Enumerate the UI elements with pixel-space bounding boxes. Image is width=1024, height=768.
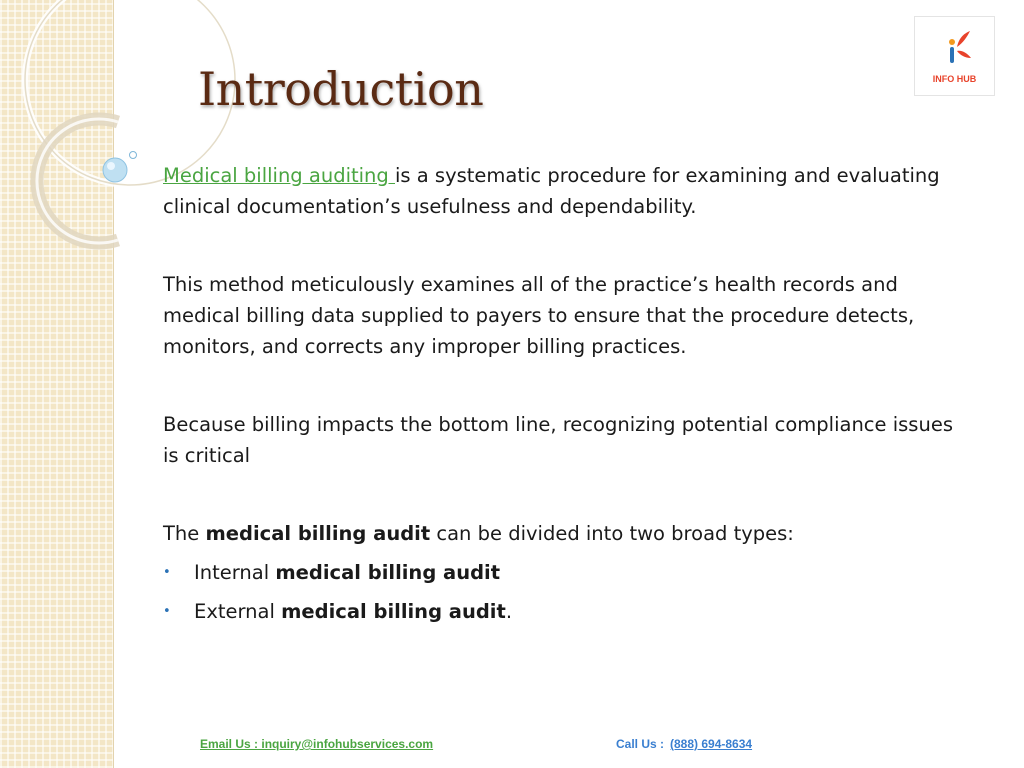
- bullet-bold: medical billing audit: [275, 561, 501, 584]
- bullet-icon: •: [163, 565, 171, 580]
- paragraph-definition: [163, 160, 963, 222]
- list-item-internal: [163, 557, 963, 588]
- paragraph-compliance: Because billing impacts the bottom line, recognizing potential compliance issues is critical: [163, 413, 953, 467]
- types-intro-pre: The: [163, 522, 206, 545]
- slide-body: [163, 160, 963, 635]
- audit-types-list: [163, 557, 963, 627]
- company-logo: [914, 16, 995, 96]
- paragraph-method: This method meticulously examines all of the practice’s health records and medical billing data supplied to payers to ensure that the procedure detects, monitors, and corrects any improper billing practices.: [163, 273, 915, 358]
- info-hub-logo-icon: [915, 17, 996, 73]
- types-intro-post: can be divided into two broad types:: [430, 522, 794, 545]
- logo-text: INFO HUB: [932, 74, 977, 84]
- bullet-text: Internal: [194, 561, 276, 584]
- small-bubble-icon: [130, 152, 137, 159]
- decorative-side-panel: [0, 0, 114, 768]
- bullet-bold: medical billing audit: [281, 600, 506, 623]
- bullet-icon: •: [163, 604, 171, 619]
- phone-link[interactable]: (888) 694-8634: [670, 737, 753, 751]
- footer-email-link[interactable]: Email Us : inquiry@infohubservices.com: [200, 737, 434, 751]
- call-label: Call Us :: [616, 737, 665, 751]
- bullet-suffix: .: [505, 600, 513, 623]
- list-item-external: [163, 596, 963, 627]
- paragraph-definition-text: is a systematic procedure for examining and evaluating clinical documentation’s usefulness and dependability.: [163, 164, 940, 218]
- medical-billing-auditing-link[interactable]: Medical billing auditing: [163, 164, 395, 187]
- page-title: Introduction: [198, 62, 484, 116]
- types-intro-bold: medical billing audit: [205, 522, 431, 545]
- paragraph-types-intro: [163, 518, 963, 549]
- footer-call: [616, 737, 752, 751]
- bullet-text: External: [194, 600, 282, 623]
